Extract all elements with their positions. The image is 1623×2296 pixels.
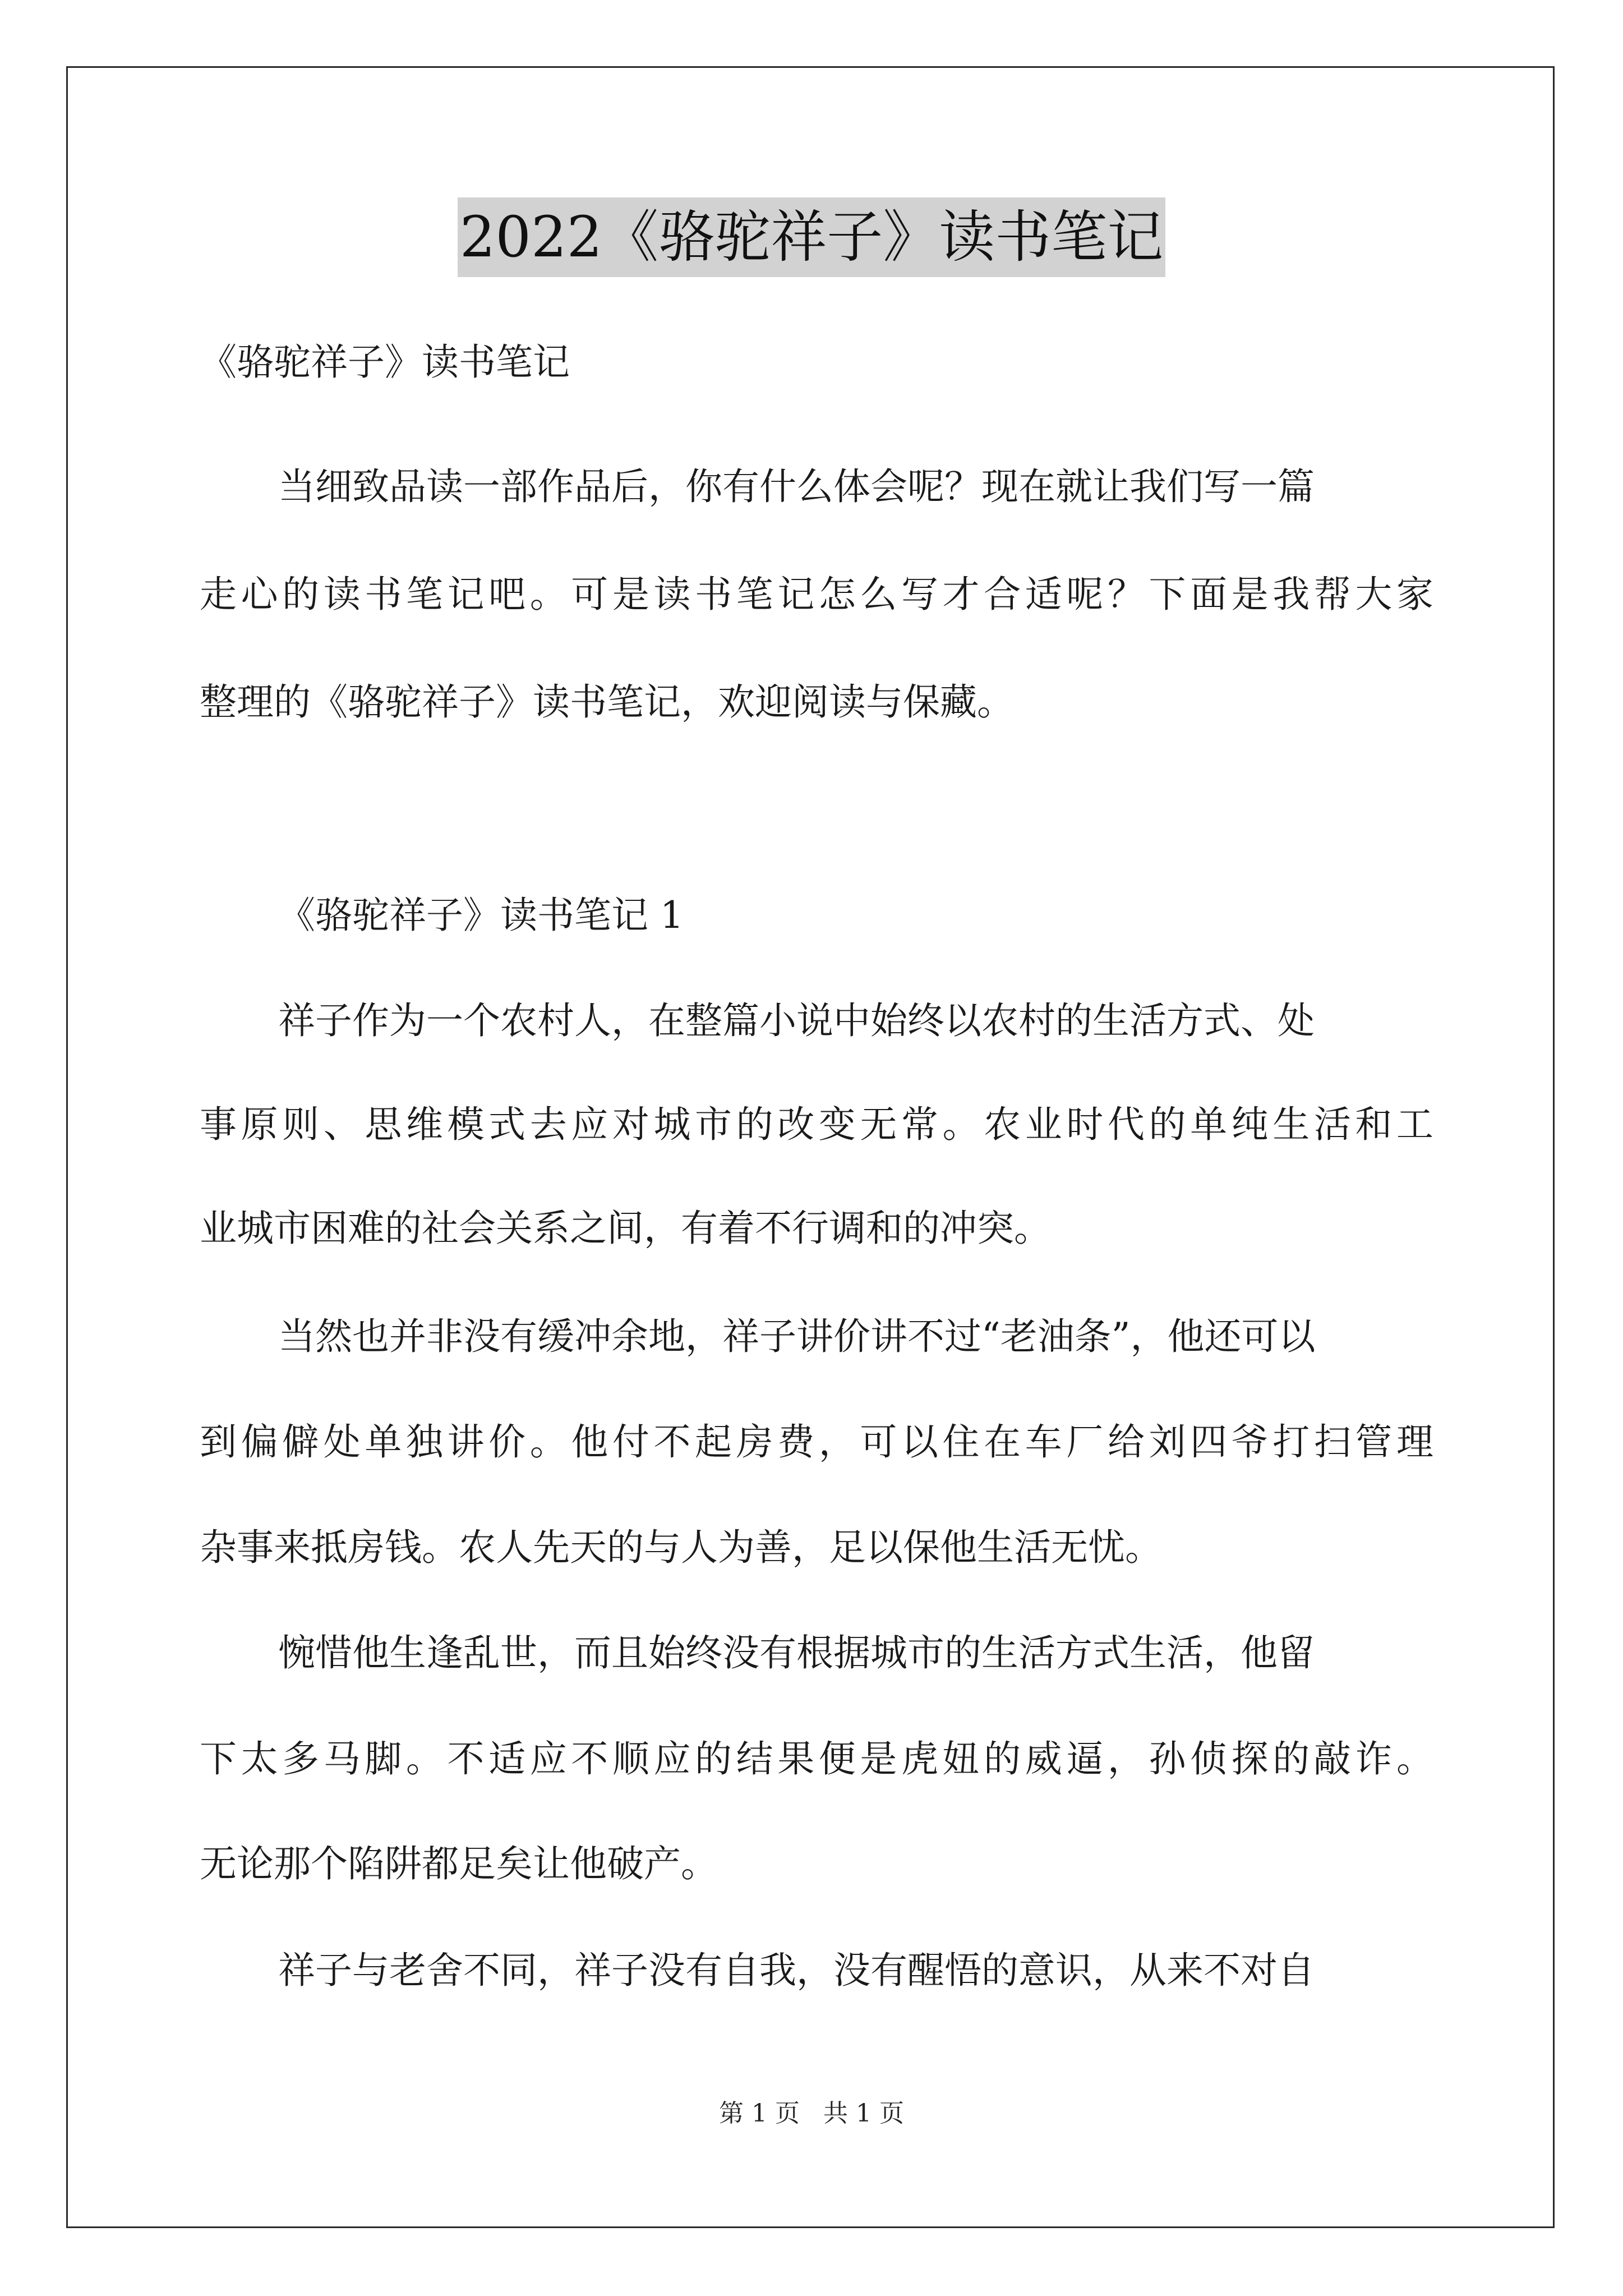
intro-line: 整理的《骆驼祥子》读书笔记，欢迎阅读与保藏。: [200, 680, 1014, 724]
document-title: 2022《骆驼祥子》读书笔记: [458, 197, 1166, 277]
document-subtitle: 《骆驼祥子》读书笔记: [200, 341, 570, 384]
paragraph-line: 杂事来抵房钱。农人先天的与人为善，足以保他生活无忧。: [200, 1526, 1162, 1569]
page-footer: 第 1 页 共 1 页: [719, 2099, 904, 2128]
paragraph-line: 无论那个陷阱都足矣让他破产。: [200, 1842, 718, 1885]
intro-line: 当细致品读一部作品后，你有什么体会呢？现在就让我们写一篇: [278, 465, 1315, 508]
paragraph-line: 业城市困难的社会关系之间，有着不行调和的冲突。: [200, 1207, 1051, 1250]
title-container: [0, 197, 1623, 277]
paragraph-line: 到偏僻处单独讲价。他付不起房费，可以住在车厂给刘四爷打扫管理: [200, 1420, 1433, 1464]
intro-line: 走心的读书笔记吧。可是读书笔记怎么写才合适呢？下面是我帮大家: [200, 573, 1433, 616]
paragraph-line: 当然也并非没有缓冲余地，祥子讲价讲不过“老油条”，他还可以: [278, 1315, 1316, 1358]
paragraph-line: 祥子与老舍不同，祥子没有自我，没有醒悟的意识，从来不对自: [278, 1949, 1315, 1992]
section-heading: 《骆驼祥子》读书笔记 1: [278, 894, 684, 937]
paragraph-line: 下太多马脚。不适应不顺应的结果便是虎妞的威逼，孙侦探的敲诈。: [200, 1737, 1433, 1780]
paragraph-line: 事原则、思维模式去应对城市的改变无常。农业时代的单纯生活和工: [200, 1103, 1433, 1146]
paragraph-line: 惋惜他生逢乱世，而且始终没有根据城市的生活方式生活，他留: [278, 1631, 1315, 1674]
paragraph-line: 祥子作为一个农村人，在整篇小说中始终以农村的生活方式、处: [278, 999, 1315, 1042]
